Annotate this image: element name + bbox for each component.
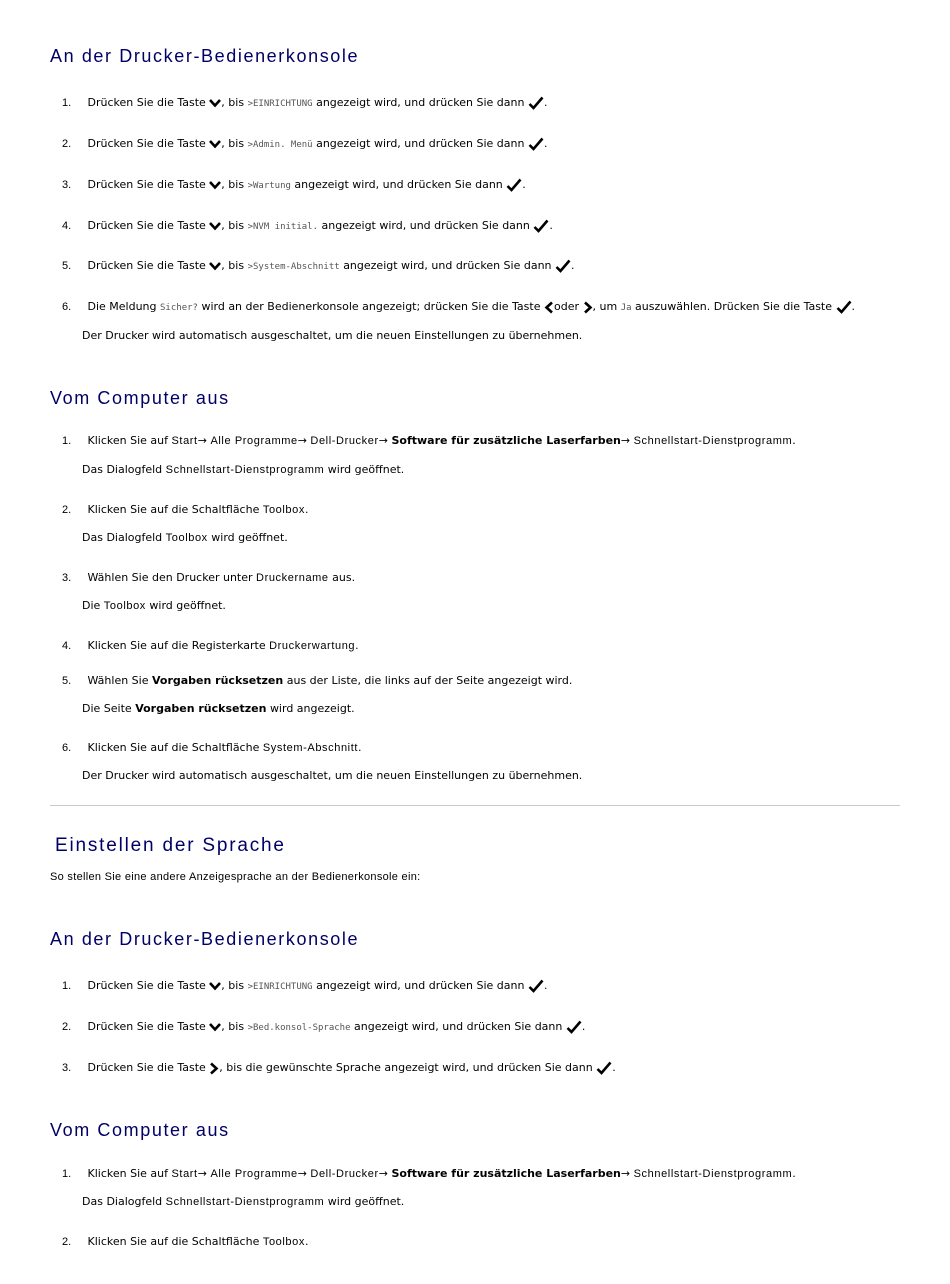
chevron-down-icon	[209, 981, 221, 991]
checkmark-icon	[528, 96, 544, 110]
list-item: 6. Die Meldung Sicher? wird an der Bedienerkonsole angezeigt; drücken Sie die Taste oder , um Ja auszuwählen. Drücken Sie die Taste .	[62, 300, 856, 313]
step-number: 5.	[62, 260, 72, 272]
checkmark-icon	[836, 300, 852, 314]
step-number: 3.	[62, 572, 72, 584]
section-heading-printer-console: An der Drucker-Bedienerkonsole	[50, 46, 360, 66]
step-number: 5.	[62, 675, 72, 687]
step-note: Das Dialogfeld Schnellstart-Dienstprogramm wird geöffnet.	[82, 1195, 405, 1208]
list-item: 3. Wählen Sie den Drucker unter Druckername aus.	[62, 571, 356, 584]
chevron-down-icon	[209, 221, 221, 231]
step-note: Die Seite Vorgaben rücksetzen wird angezeigt.	[82, 702, 355, 715]
display-code: >Bed.konsol-Sprache	[247, 1023, 351, 1033]
display-code: >Admin. Menü	[247, 140, 313, 150]
display-code: >EINRICHTUNG	[247, 982, 313, 992]
display-code: Sicher?	[160, 303, 198, 313]
step-number: 1.	[62, 435, 72, 447]
step-number: 6.	[62, 301, 72, 313]
arrow-icon: →	[620, 434, 631, 447]
chevron-down-icon	[209, 180, 221, 190]
step-note: Der Drucker wird automatisch ausgeschaltet, um die neuen Einstellungen zu übernehmen.	[82, 769, 583, 782]
chevron-down-icon	[209, 98, 221, 108]
section-heading-computer: Vom Computer aus	[50, 388, 230, 408]
step-number: 3.	[62, 1062, 72, 1074]
chevron-right-icon	[209, 1062, 219, 1075]
step-number: 2.	[62, 504, 72, 516]
display-code: Ja	[620, 303, 632, 313]
step-note: Die Toolbox wird geöffnet.	[82, 599, 226, 612]
step-note: Der Drucker wird automatisch ausgeschaltet, um die neuen Einstellungen zu übernehmen.	[82, 329, 583, 342]
list-item: 6. Klicken Sie auf die Schaltfläche System-Abschnitt.	[62, 741, 362, 754]
list-item: 1. Klicken Sie auf Start→ Alle Programme→ Dell-Drucker→ Software für zusätzliche Laserfarben→ Schnellstart-Dienstprogramm.	[62, 1167, 796, 1180]
list-item: 2. Drücken Sie die Taste , bis >Bed.konsol-Sprache angezeigt wird, und drücken Sie dann .	[62, 1020, 586, 1033]
list-item: 1. Drücken Sie die Taste , bis >EINRICHTUNG angezeigt wird, und drücken Sie dann .	[62, 96, 548, 109]
step-number: 2.	[62, 1236, 72, 1248]
arrow-icon: →	[197, 434, 207, 447]
checkmark-icon	[506, 178, 522, 192]
step-number: 4.	[62, 220, 72, 232]
arrow-icon: →	[378, 1167, 388, 1180]
step-number: 1.	[62, 1168, 72, 1180]
step-number: 3.	[62, 179, 72, 191]
chevron-down-icon	[209, 261, 221, 271]
arrow-icon: →	[197, 1167, 207, 1180]
list-item: 1. Drücken Sie die Taste , bis >EINRICHTUNG angezeigt wird, und drücken Sie dann .	[62, 979, 548, 992]
chevron-right-icon	[583, 301, 593, 314]
chevron-down-icon	[209, 139, 221, 149]
step-number: 1.	[62, 980, 72, 992]
display-code: >System-Abschnitt	[247, 262, 340, 272]
list-item: 2. Klicken Sie auf die Schaltfläche Toolbox.	[62, 1235, 309, 1248]
step-number: 2.	[62, 1021, 72, 1033]
checkmark-icon	[566, 1020, 582, 1034]
step-note: Das Dialogfeld Schnellstart-Dienstprogramm wird geöffnet.	[82, 463, 405, 476]
checkmark-icon	[528, 137, 544, 151]
display-code: >EINRICHTUNG	[247, 99, 313, 109]
page-title-language: Einstellen der Sprache	[55, 835, 286, 856]
checkmark-icon	[596, 1061, 612, 1075]
list-item: 4. Klicken Sie auf die Registerkarte Druckerwartung.	[62, 639, 359, 652]
step-number: 4.	[62, 640, 72, 652]
display-code: >NVM initial.	[247, 222, 319, 232]
step-number: 2.	[62, 138, 72, 150]
list-item: 4. Drücken Sie die Taste , bis >NVM initial. angezeigt wird, und drücken Sie dann .	[62, 219, 553, 232]
checkmark-icon	[533, 219, 549, 233]
arrow-icon: →	[297, 1167, 307, 1180]
arrow-icon: →	[297, 434, 307, 447]
intro-text: So stellen Sie eine andere Anzeigesprache an der Bedienerkonsole ein:	[50, 871, 421, 883]
arrow-icon: →	[620, 1167, 631, 1180]
chevron-down-icon	[209, 1022, 221, 1032]
checkmark-icon	[528, 979, 544, 993]
step-number: 6.	[62, 742, 72, 754]
step-number: 1.	[62, 97, 72, 109]
divider	[50, 805, 900, 806]
list-item: 2. Klicken Sie auf die Schaltfläche Toolbox.	[62, 503, 309, 516]
section-heading-printer-console: An der Drucker-Bedienerkonsole	[50, 929, 360, 949]
list-item: 1. Klicken Sie auf Start→ Alle Programme→ Dell-Drucker→ Software für zusätzliche Laserfarben→ Schnellstart-Dienstprogramm.	[62, 434, 796, 447]
section-heading-computer: Vom Computer aus	[50, 1120, 230, 1140]
list-item: 2. Drücken Sie die Taste , bis >Admin. Menü angezeigt wird, und drücken Sie dann .	[62, 137, 548, 150]
chevron-left-icon	[544, 301, 554, 314]
list-item: 5. Wählen Sie Vorgaben rücksetzen aus der Liste, die links auf der Seite angezeigt wird.	[62, 674, 573, 687]
list-item: 3. Drücken Sie die Taste , bis >Wartung angezeigt wird, und drücken Sie dann .	[62, 178, 526, 191]
display-code: >Wartung	[247, 181, 291, 191]
arrow-icon: →	[378, 434, 388, 447]
list-item: 3. Drücken Sie die Taste , bis die gewünschte Sprache angezeigt wird, und drücken Sie dann .	[62, 1061, 616, 1074]
step-note: Das Dialogfeld Toolbox wird geöffnet.	[82, 531, 288, 544]
checkmark-icon	[555, 259, 571, 273]
list-item: 5. Drücken Sie die Taste , bis >System-Abschnitt angezeigt wird, und drücken Sie dann .	[62, 259, 575, 272]
